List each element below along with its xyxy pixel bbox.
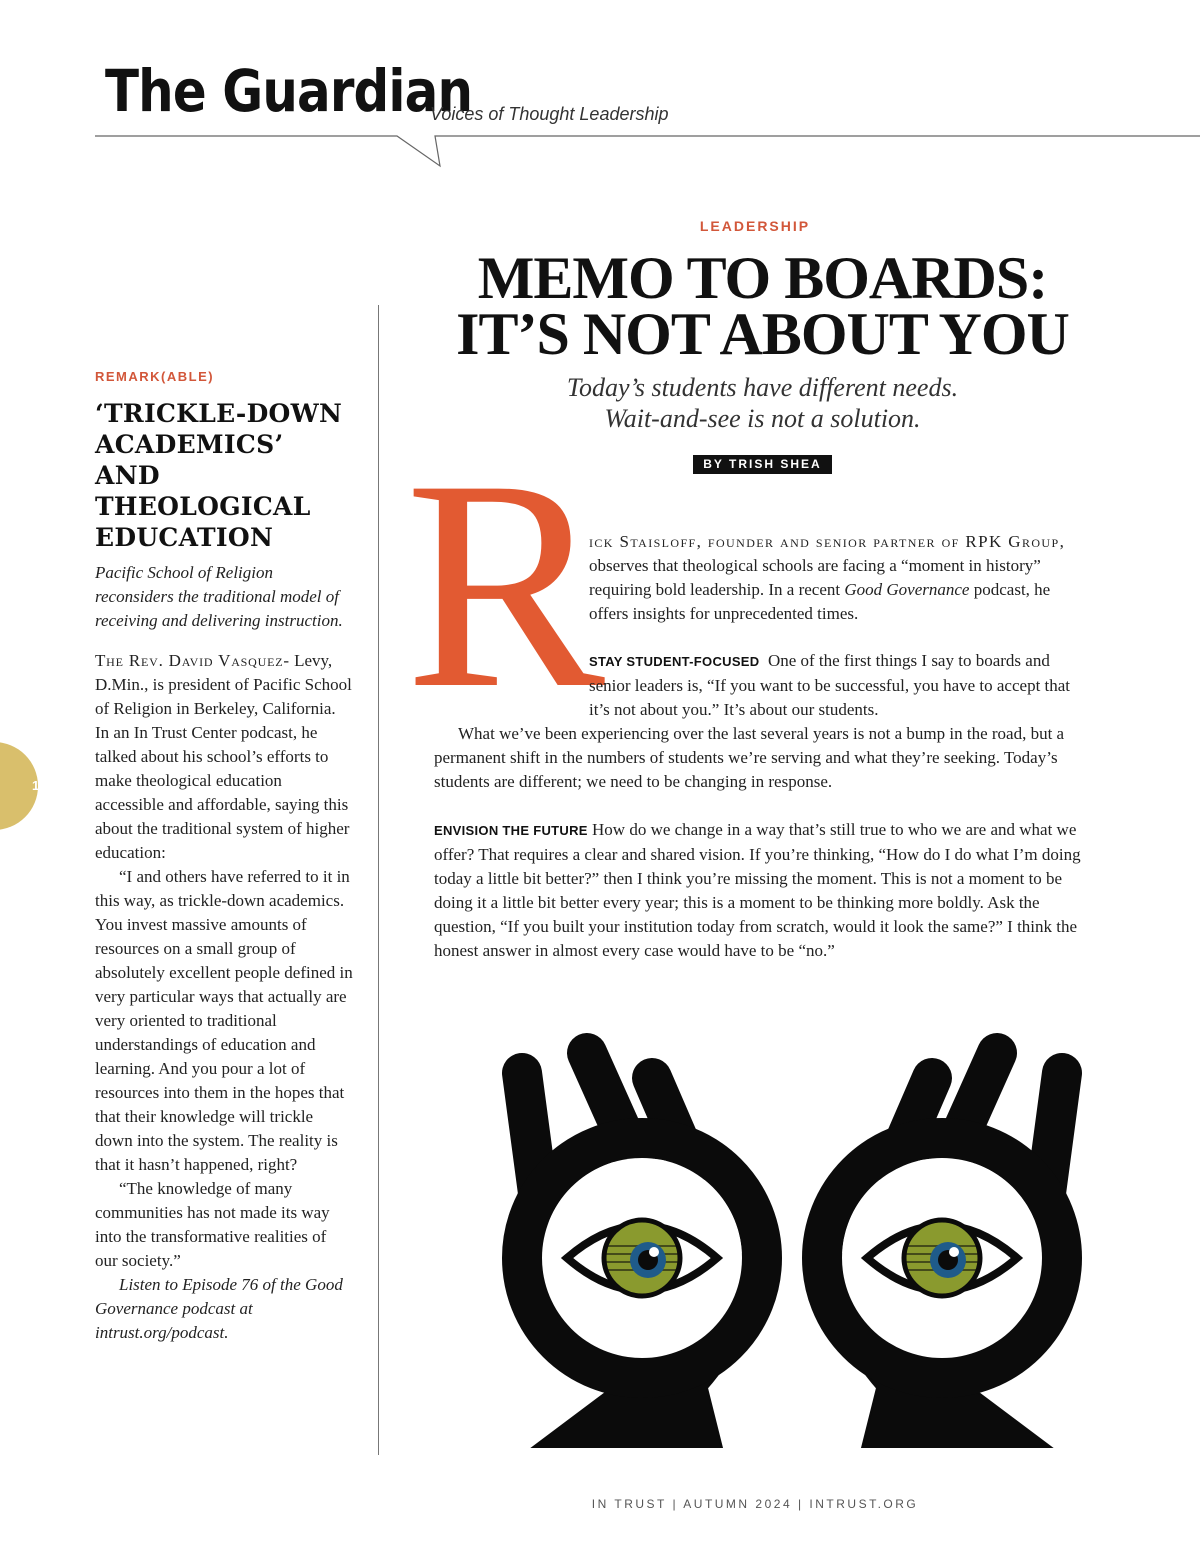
headline	[380, 245, 1145, 367]
section-label: LEADERSHIP	[699, 218, 811, 234]
deck-line: Today’s students have different needs.	[566, 373, 959, 402]
sidebar-title-line: ‘TRICKLE-DOWN	[95, 399, 343, 428]
lede-paragraph	[589, 530, 1089, 626]
sidebar-deck: Pacific School of Religion reconsiders the traditional model of receiving and delivering instruction.	[95, 563, 343, 630]
hands-binoculars-eyes-icon	[492, 1008, 1092, 1448]
sidebar-quote: “The knowledge of many communities has not made its way into the transformative realities of our society.”	[95, 1179, 330, 1270]
body-paragraph	[434, 649, 1094, 722]
column-divider	[378, 305, 379, 1455]
deck-line: Wait-and-see is not a solution.	[604, 404, 921, 433]
body-text: One of the first things I say to boards and senior leaders is, “If you want to be successful, you have to accept that it’s not about you.” It’s about our students.	[589, 651, 1071, 719]
drop-cap: R	[405, 418, 606, 750]
sidebar-title-line: EDUCATION	[95, 523, 274, 552]
page-number: 14	[32, 778, 47, 793]
body-paragraph	[434, 818, 1094, 963]
lede-smallcaps: ick Staisloff, founder and senior partner of RPK Group,	[589, 532, 1066, 551]
sidebar-title-line: ACADEMICS’ AND	[95, 430, 284, 490]
lede-text-end: podcast, he offers insights for unprecedented times.	[589, 580, 1051, 623]
sidebar-intro-text: Levy, D.Min., is president of Pacific School of Religion in Berkeley, California. In an In Trust Center podcast, he talked about his school’s efforts to make theological education accessible and affordable, saying this about the traditional system of higher education:	[95, 651, 352, 862]
sidebar-kicker: REMARK(ABLE)	[95, 369, 215, 384]
body-paragraph: What we’ve been experiencing over the last several years is not a bump in the road, but a permanent shift in the numbers of students we’re serving and what they’re seeking. Today’s students are different; we need to be changing in response.	[434, 724, 1065, 791]
headline-line: IT’S NOT ABOUT YOU	[456, 301, 1069, 367]
subhead-envision-the-future: ENVISION THE FUTURE	[434, 823, 588, 838]
lede-italic: Good Governance	[844, 580, 970, 599]
sidebar-title-line: THEOLOGICAL	[95, 492, 311, 521]
sidebar-intro-smallcaps: The Rev. David Vasquez-	[95, 651, 290, 670]
sidebar-quote: “I and others have referred to it in this way, as trickle-down academics. You invest massive amounts of resources on a small group of absolutely excellent people defined in very particular ways that actually are very oriented to traditional understandings of education and learning. And you pour a lot of resources into them in the hopes that that their knowledge will trickle down into the system. The reality is that it hasn’t happened, right?	[95, 867, 353, 1174]
sidebar-body	[95, 649, 353, 1345]
subhead-stay-student-focused: STAY STUDENT-FOCUSED	[589, 654, 760, 669]
lede-text: observes that theological schools are facing a “moment in history” requiring bold leadership. In a recent	[589, 556, 1041, 599]
article-body	[434, 649, 1094, 963]
speech-bubble-rule	[95, 134, 1200, 170]
sidebar	[95, 369, 353, 1345]
page-footer: IN TRUST | AUTUMN 2024 | INTRUST.ORG	[591, 1497, 919, 1511]
body-text: How do we change in a way that’s still true to who we are and what we offer? That requires a clear and shared vision. If you’re thinking, “How do I do what I’m doing today a little bit better?” then I think you’re missing the moment. This is not a moment to be doing it a little bit better every year; this is a moment to be thinking more boldly. Ask the question, “If you built your institution today from scratch, would it look the same?” I think the honest answer in almost every case would have to be “no.”	[434, 820, 1081, 960]
sidebar-intro	[95, 649, 353, 865]
brand-logo[interactable]: The Guardian	[105, 57, 473, 125]
sidebar-title	[95, 398, 353, 553]
podcast-link-note[interactable]: Listen to Episode 76 of the Good Governance podcast at intrust.org/podcast.	[95, 1275, 343, 1342]
byline: BY TRISH SHEA	[693, 455, 831, 474]
masthead-tagline: Voices of Thought Leadership	[430, 104, 669, 124]
headline-line: MEMO TO BOARDS:	[477, 245, 1048, 311]
